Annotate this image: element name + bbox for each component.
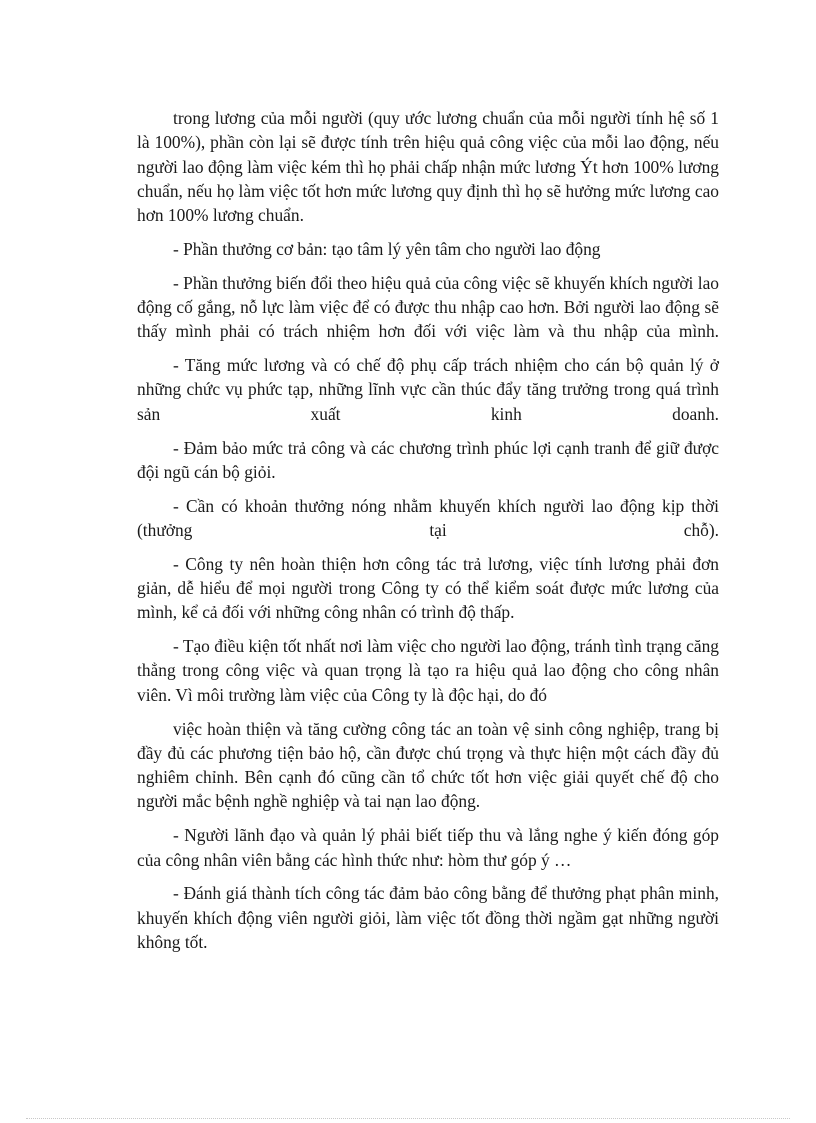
paragraph-hot-bonus: - Cần có khoản thưởng nóng nhằm khuyến khích người lao động kịp thời (thưởng tại chỗ). — [137, 495, 724, 540]
paragraph-working-conditions: - Tạo điều kiện tốt nhất nơi làm việc cho người lao động, tránh tình trạng căng thẳng trong công việc và quan trọng là tạo ra hiệu quả lao động cho công nhân viên. Vì môi trường làm việc của Công ty là độc hại, do đó — [137, 636, 724, 705]
paragraph-raise-salary: - Tăng mức lương và có chế độ phụ cấp trách nhiệm cho cán bộ quản lý ở những chức vụ phức tạp, những lĩnh vực cần thúc đẩy tăng trưởng trong quá trình sản xuất kinh doanh. — [137, 355, 724, 424]
paragraph-safety-hygiene: việc hoàn thiện và tăng cường công tác an toàn vệ sinh công nghiệp, trang bị đầy đủ các phương tiện bảo hộ, cần được chú trọng và thực hiện một cách đầy đủ nghiêm chỉnh. Bên cạnh đó cũng cần tổ chức tốt hơn việc giải quyết chế độ cho người mắc bệnh nghề nghiệp và tai nạn lao động. — [137, 718, 724, 812]
paragraph-simplify-payroll: - Công ty nên hoàn thiện hơn công tác trả lương, việc tính lương phải đơn giản, dễ hiểu để mọi người trong Công ty có thể kiểm soát được mức lương của mình, kể cả đối với những công nhân có trình độ thấp. — [137, 553, 724, 623]
page-bottom-divider — [26, 1118, 790, 1119]
body-text — [137, 106, 724, 964]
paragraph-variable-reward: - Phần thưởng biến đổi theo hiệu quả của công việc sẽ khuyến khích người lao động cố gắng, nỗ lực làm việc để có được thu nhập cao hơn. Bởi người lao động sẽ thấy mình phải có trách nhiệm hơn đối với việc làm và thu nhập của mình. — [137, 272, 724, 342]
paragraph-competitive-pay: - Đảm bảo mức trả công và các chương trình phúc lợi cạnh tranh để giữ được đội ngũ cán bộ giỏi. — [137, 437, 724, 482]
paragraph-base-reward: - Phần thưởng cơ bản: tạo tâm lý yên tâm cho người lao động — [173, 238, 601, 259]
paragraph-performance-evaluation: - Đánh giá thành tích công tác đảm bảo công bằng để thưởng phạt phân minh, khuyến khích động viên người giỏi, làm việc tốt đồng thời ngầm gạt những người không tốt. — [137, 883, 724, 952]
paragraph-salary-continuation: trong lương của mỗi người (quy ước lương chuẩn của mỗi người tính hệ số 1 là 100%), phần còn lại sẽ được tính trên hiệu quả công việc của mỗi lao động, nếu người lao động làm việc kém thì họ phải chấp nhận mức lương Ýt hơn 100% lương chuẩn, nếu họ làm việc tốt hơn mức lương quy định thì họ sẽ hưởng mức lương cao hơn 100% lương chuẩn. — [137, 108, 724, 226]
paragraph-leadership-feedback: - Người lãnh đạo và quản lý phải biết tiếp thu và lắng nghe ý kiến đóng góp của công nhân viên bằng các hình thức như: hòm thư góp ý … — [137, 825, 724, 870]
